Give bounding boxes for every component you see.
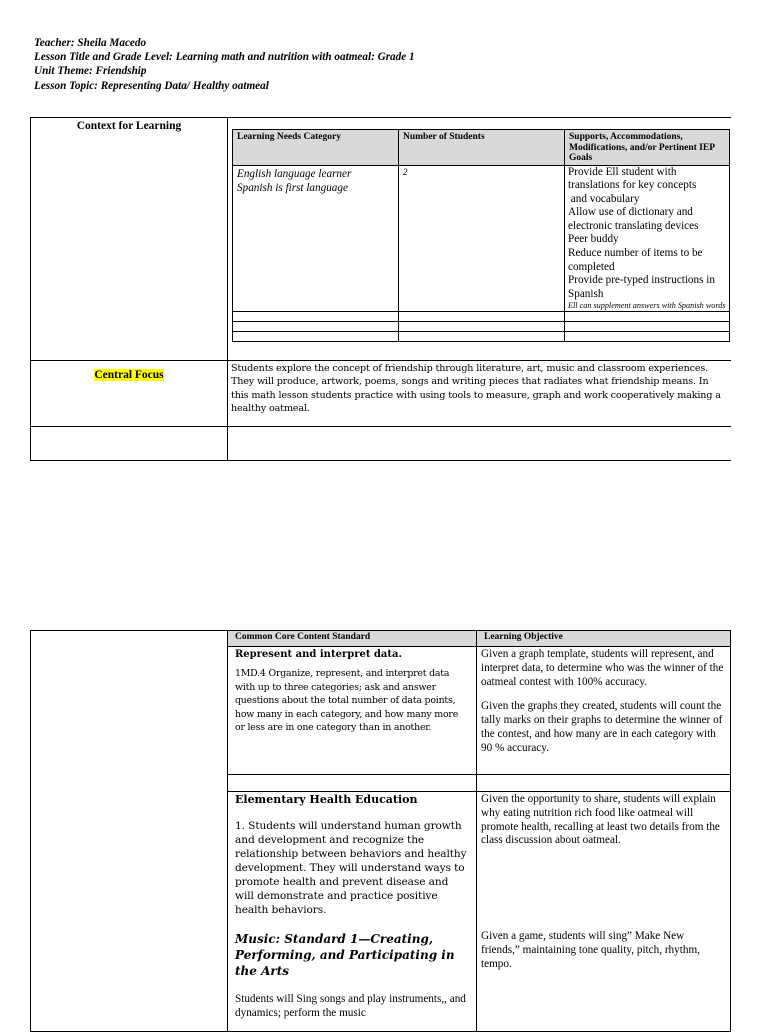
empty-cell — [399, 332, 565, 342]
music-standard-text: Students will Sing songs and play instruments,, and dynamics; perform the music — [235, 993, 466, 1019]
col-header-standard: Common Core Content Standard — [228, 631, 477, 647]
category-line: Spanish is first language — [237, 181, 348, 194]
context-title: Context for Learning — [76, 120, 182, 132]
support-item: and vocabulary — [568, 192, 640, 205]
math-objective-cell — [477, 647, 731, 775]
lesson-header — [34, 36, 415, 93]
col-header-category: Learning Needs Category — [233, 130, 399, 166]
support-item: Peer buddy — [568, 233, 619, 246]
student-count: 2 — [399, 165, 565, 312]
empty-cell — [228, 427, 731, 461]
context-label-cell — [31, 118, 228, 361]
empty-cell — [565, 332, 730, 342]
learning-needs-table — [232, 129, 730, 342]
supports-cell — [565, 165, 730, 312]
music-objective: Given a game, students will sing” Make New friends,” maintaining tone quality, pitch, rhythm, tempo. — [481, 930, 700, 970]
category-cell — [233, 165, 399, 312]
teacher-line: Teacher: Sheila Macedo — [34, 37, 147, 49]
empty-cell — [233, 332, 399, 342]
standards-table — [30, 630, 731, 1032]
empty-cell — [399, 312, 565, 322]
central-focus-label-cell — [31, 361, 228, 427]
empty-cell — [228, 775, 477, 792]
empty-cell — [477, 775, 731, 792]
support-item: Provide Ell student with translations for key concepts — [568, 165, 697, 192]
math-standard-cell — [228, 647, 477, 775]
category-line: English language learner — [237, 167, 352, 180]
health-objective: Given the opportunity to share, students will explain why eating nutrition rich food like oatmeal will promote health, recalling at least two details from the class discussion about oatmeal. — [481, 793, 720, 847]
central-focus-label: Central Focus — [94, 369, 164, 381]
support-note: Ell can supplement answers with Spanish words — [568, 301, 726, 311]
math-standard-text: 1MD.4 Organize, represent, and interpret data with up to three categories; ask and answer questions about the total number of data points, how many in each category, and how many more or less are in one category than in another. — [235, 668, 459, 734]
context-table — [30, 117, 731, 461]
health-standard-title: Elementary Health Education — [235, 793, 418, 806]
music-standard-title: Music: Standard 1—Creating, Performing, and Participating in the Arts — [235, 932, 455, 978]
support-item: Allow use of dictionary and electronic translating devices — [568, 206, 699, 232]
health-music-standard-cell — [228, 792, 477, 1032]
empty-cell — [31, 427, 228, 461]
unit-theme-line: Unit Theme: Friendship — [34, 65, 147, 78]
empty-cell — [399, 322, 565, 332]
empty-label-cell — [31, 631, 228, 1032]
empty-cell — [233, 312, 399, 322]
math-standard-title: Represent and interpret data. — [235, 649, 402, 660]
support-item: Reduce number of items to be completed — [568, 247, 703, 273]
empty-cell — [565, 312, 730, 322]
empty-cell — [565, 322, 730, 332]
health-music-objective-cell — [477, 792, 731, 1032]
col-header-objective: Learning Objective — [477, 631, 731, 647]
col-header-count: Number of Students — [399, 130, 565, 166]
col-header-supports: Supports, Accommodations, Modifications, and/or Pertinent IEP Goals — [565, 130, 730, 166]
support-item: Provide pre-typed instructions in Spanish — [568, 274, 715, 300]
central-focus-text: Students explore the concept of friendship through literature, art, music and classroom experiences. They will produce, artwork, poems, songs and writing pieces that radiates what friendship means. In this math lesson students practice with using tools to measure, graph and work cooperatively making a healthy oatmeal. — [228, 361, 731, 427]
empty-cell — [233, 322, 399, 332]
math-objective: Given a graph template, students will represent, and interpret data, to determine who was the winner of the oatmeal contest with 100% accuracy. — [481, 648, 724, 688]
lesson-title-line: Lesson Title and Grade Level: Learning math and nutrition with oatmeal: Grade 1 — [34, 51, 415, 64]
health-standard-text: 1. Students will understand human growth and development and recognize the relationship between behaviors and healthy development. They will understand ways to promote health and prevent disease and will demonstrate and practice positive health behaviors. — [235, 820, 467, 916]
math-objective: Given the graphs they created, students will count the tally marks on their graphs to determine the winner of the contest, and how many are in each category with 90 % accuracy. — [481, 700, 723, 754]
lesson-topic-line: Lesson Topic: Representing Data/ Healthy oatmeal — [34, 79, 269, 92]
